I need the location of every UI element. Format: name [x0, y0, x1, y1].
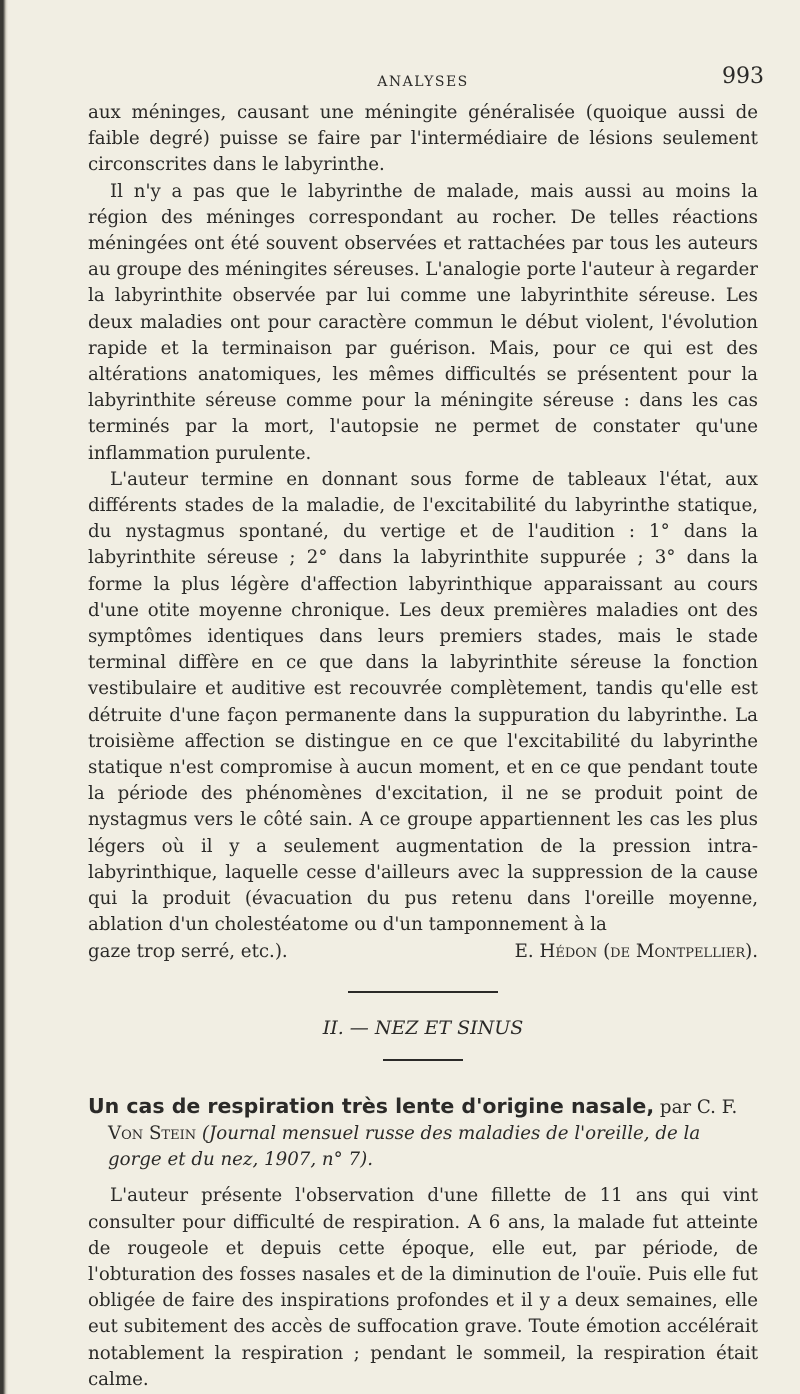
paragraph-serous-meningitis: Il n'y a pas que le labyrinthe de malade, mais aussi au moins la région des méninges correspondant au rocher. De telles réactions méningées ont été souvent observées et rattachées par tous les auteurs au groupe des méningites séreuses. L'analogie porte l'auteur à regarder la labyrinthite observée par lui comme une labyrinthite séreuse. Les deux maladies ont pour caractère commun le début violent, l'évolution rapide et la terminaison par guérison. Mais, pour ce qui est des altérations anatomiques, les mêmes difficultés se présentent pour la labyrinthite séreuse comme pour la méningite séreuse : dans les cas terminés par la mort, l'autopsie ne permet de constater qu'une inflammation purulente. [88, 180, 758, 464]
page-number: 993 [722, 64, 764, 89]
article-author: C. F. Von Stein [108, 1096, 738, 1144]
paragraph-continued: aux méninges, causant une méningite généralisée (quoique aussi de faible degré) puisse se faire par l'intermédiaire de lésions seulement circonscrites dans le labyrinthe. [88, 102, 758, 176]
article-body: L'auteur présente l'observation d'une fillette de 11 ans qui vint consulter pour difficulté de respiration. A 6 ans, la malade fut atteinte de rougeole et depuis cette époque, elle eut, par période, de l'obturation des fosses nasales et de la diminution de l'ouïe. Puis elle fut obligée de faire des inspirations profondes et il y a deux semaines, elle eut subitement des accès de suffocation grave. Toute émotion accélérait notablement la respiration ; pendant le sommeil, la respiration était calme. [88, 1185, 758, 1390]
section-title: II. — NEZ ET SINUS [322, 1016, 524, 1039]
article-heading [88, 1093, 758, 1174]
binding-edge [0, 0, 8, 1394]
article-title: Un cas de respiration très lente d'origine nasale, [88, 1093, 655, 1118]
article-citation: (Journal mensuel russe des maladies de l'oreille, de la gorge et du nez, 1907, n° 7). [108, 1122, 701, 1171]
signature-line [88, 939, 758, 965]
paragraph-conclusion: L'auteur termine en donnant sous forme de tableaux l'état, aux différents stades de la maladie, de l'excitabilité du labyrinthe statique, du nystagmus spontané, du vertige et de l'audition : 1° dans la labyrinthite séreuse ; 2° dans la labyrinthite suppurée ; 3° dans la forme la plus légère d'affection labyrinthique apparaissant au cours d'une otite moyenne chronique. Les deux premières maladies ont des symptômes identiques dans leurs premiers stades, mais le stade terminal diffère en ce que dans la labyrinthite séreuse la fonction vestibulaire et auditive est recouvrée complètement, tandis qu'elle est détruite d'une façon permanente dans la suppuration du labyrinthe. La troisième affection se distingue en ce que l'excitabilité du labyrinthe statique n'est compromise à aucun moment, et en ce que pendant toute la période des phénomènes d'excitation, il ne se produit point de nystagmus vers le côté sain. A ce groupe appartiennent les cas les plus légers où il y a seulement augmentation de la pression intra-labyrinthique, laquelle cesse d'ailleurs avec la suppression de la cause qui la produit (évacuation du pus retenu dans l'oreille moyenne, ablation d'un cholestéatome ou d'un tamponnement à la [88, 468, 758, 936]
article-by: par [659, 1096, 692, 1118]
section-rule-bottom [383, 1059, 463, 1061]
section-rule-top [348, 991, 498, 993]
reviewer-signature: E. Hédon (de Montpellier). [514, 940, 758, 962]
paragraph-last-line: gaze trop serré, etc.). [88, 940, 288, 962]
running-head [88, 60, 764, 100]
page [88, 60, 764, 1393]
running-title: ANALYSES [377, 74, 469, 90]
